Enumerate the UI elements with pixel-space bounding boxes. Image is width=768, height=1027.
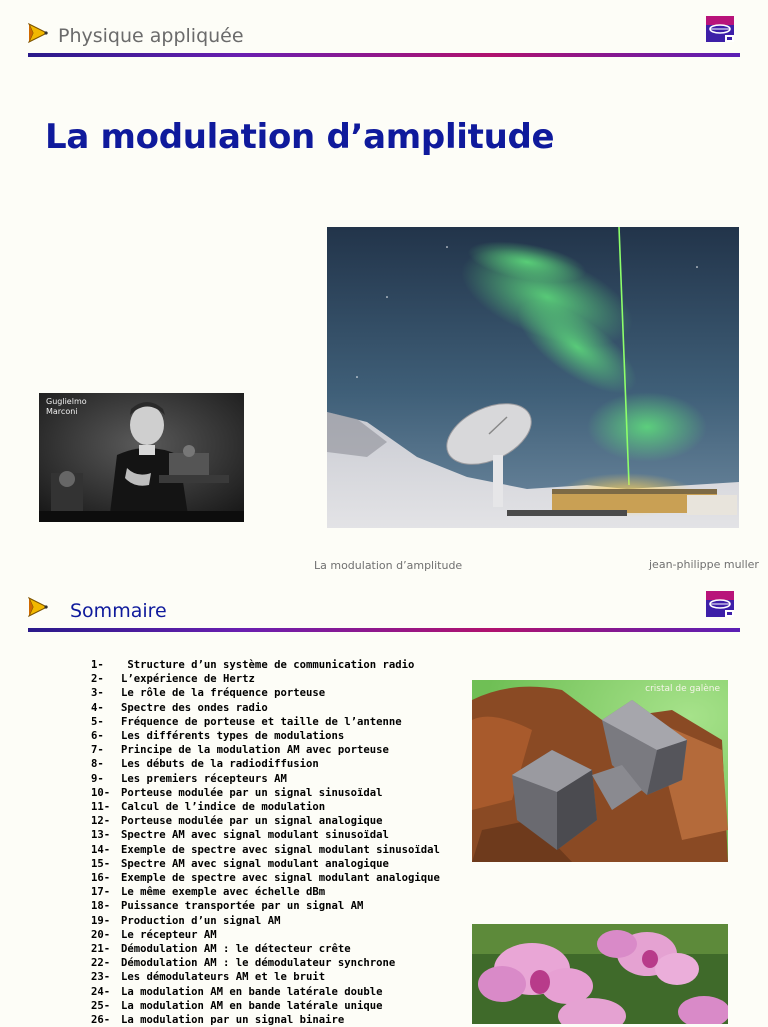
toc-item [91,928,461,942]
toc-item-text: Spectre AM avec signal modulant analogique [121,857,389,870]
toc-item-text: Démodulation AM : le démodulateur synchrone [121,957,396,970]
toc-item [91,757,461,771]
toc-item-number: 8- [91,758,104,771]
iuta-logo-icon [706,591,734,617]
toc-item-number: 9- [91,772,104,785]
toc-item-number: 22- [91,957,111,970]
toc-item-text: Exemple de spectre avec signal modulant analogique [121,872,440,885]
toc-item [91,686,461,700]
toc-item [91,772,461,786]
sommaire-rule [28,628,740,632]
toc-item [91,885,461,899]
toc-item-number: 6- [91,730,104,743]
toc-item-text: Exemple de spectre avec signal modulant sinusoïdal [121,843,440,856]
toc-item [91,672,461,686]
galena-crystal-photo [472,680,728,862]
toc-item [91,814,461,828]
toc-item-number: 24- [91,985,111,998]
toc-item [91,942,461,956]
toc-item-number: 7- [91,744,104,757]
toc-item-number: 4- [91,701,104,714]
toc-item-number: 11- [91,801,111,814]
toc-item-number: 25- [91,999,111,1012]
toc-item [91,786,461,800]
toc-item-number: 19- [91,914,111,927]
toc-item [91,999,461,1013]
marconi-caption-line2: Marconi [46,407,78,416]
toc-item-number: 21- [91,943,111,956]
header-title: Physique appliquée [58,25,244,47]
toc-item-number: 10- [91,786,111,799]
toc-item-text: L’expérience de Hertz [121,673,255,686]
toc-item-text: Porteuse modulée par un signal sinusoïdal [121,786,383,799]
toc-item [91,970,461,984]
slide-title: La modulation d’amplitude [45,117,555,157]
toc-item-text: Le rôle de la fréquence porteuse [121,687,326,700]
toc-item-text: Spectre AM avec signal modulant sinusoïdal [121,829,389,842]
toc-item-text: La modulation par un signal binaire [121,1014,345,1027]
toc-item-text: Démodulation AM : le détecteur crête [121,943,351,956]
toc-item [91,828,461,842]
toc-item-text: Les démodulateurs AM et le bruit [121,971,326,984]
toc-item-number: 14- [91,843,111,856]
toc-item-text: Le même exemple avec échelle dBm [121,886,326,899]
toc-item-number: 5- [91,715,104,728]
toc-item-number: 12- [91,815,111,828]
toc-item [91,701,461,715]
footer-title: La modulation d’amplitude [314,559,463,572]
toc-item [91,843,461,857]
toc-item-text: Fréquence de porteuse et taille de l’antenne [121,715,402,728]
sommaire-title: Sommaire [70,600,167,622]
pencil-icon [27,22,49,44]
toc-item [91,658,461,672]
toc-item-number: 2- [91,673,104,686]
pencil-icon [27,596,49,618]
toc-item-text: Les premiers récepteurs AM [121,772,287,785]
toc-item [91,871,461,885]
toc-item-number: 15- [91,857,111,870]
toc-item [91,899,461,913]
marconi-photo [39,393,244,522]
toc-item [91,914,461,928]
table-of-contents [91,658,461,1027]
toc-item-text: Calcul de l’indice de modulation [121,801,326,814]
toc-item-number: 18- [91,900,111,913]
toc-item-text: Structure d’un système de communication radio [121,659,415,671]
footer-author: jean-philippe muller [649,558,759,571]
aurora-antenna-photo [327,227,739,528]
toc-item-number: 1- [91,659,104,671]
toc-item-text: La modulation AM en bande latérale unique [121,999,383,1012]
toc-item-number: 13- [91,829,111,842]
toc-item-text: La modulation AM en bande latérale double [121,985,383,998]
iuta-logo-icon [706,16,734,42]
orchid-photo [472,924,728,1024]
toc-item [91,956,461,970]
toc-item-text: Les différents types de modulations [121,730,345,743]
toc-item [91,1013,461,1027]
toc-item-number: 20- [91,928,111,941]
toc-item-text: Les débuts de la radiodiffusion [121,758,319,771]
toc-item-text: Porteuse modulée par un signal analogique [121,815,383,828]
toc-item [91,743,461,757]
toc-item-number: 17- [91,886,111,899]
toc-item-text: Principe de la modulation AM avec porteuse [121,744,389,757]
header-rule [28,53,740,57]
toc-item [91,715,461,729]
toc-item [91,857,461,871]
marconi-caption-line1: Guglielmo [46,397,87,406]
toc-item-text: Puissance transportée par un signal AM [121,900,364,913]
toc-item [91,800,461,814]
toc-item-text: Le récepteur AM [121,928,217,941]
toc-item-number: 26- [91,1014,111,1027]
toc-item-number: 3- [91,687,104,700]
toc-item [91,985,461,999]
toc-item-number: 23- [91,971,111,984]
toc-item-text: Production d’un signal AM [121,914,281,927]
toc-item-number: 16- [91,872,111,885]
toc-item-text: Spectre des ondes radio [121,701,268,714]
galena-caption: cristal de galène [645,684,720,694]
toc-item [91,729,461,743]
